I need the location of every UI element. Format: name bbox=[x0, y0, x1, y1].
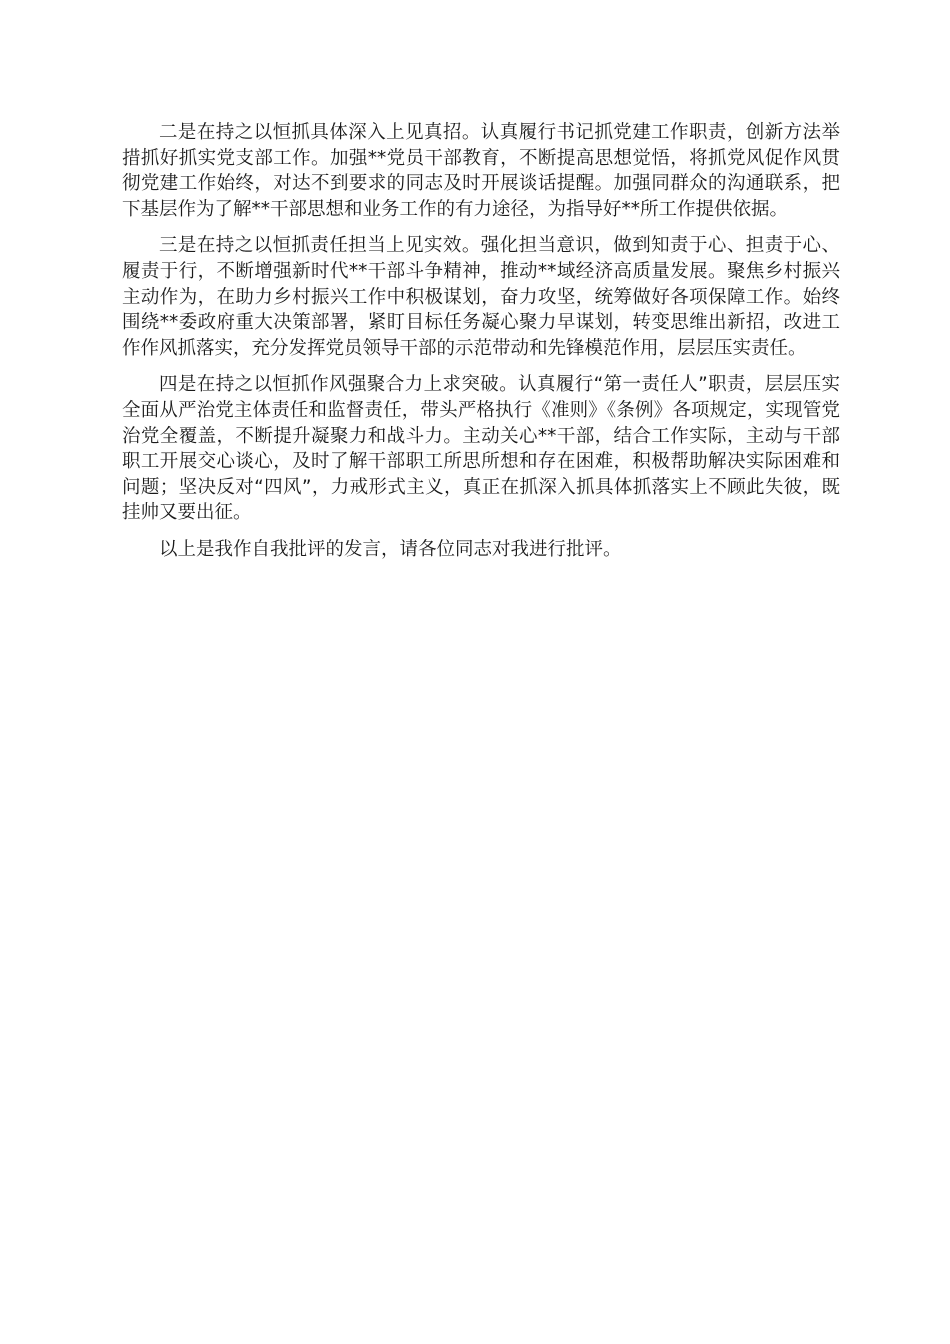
paragraph-point-four: 四是在持之以恒抓作风强聚合力上求突破。认真履行“第一责任人”职责，层层压实全面从严治党主体责任和监督责任，带头严格执行《准则》《条例》各项规定，实现管党治党全覆盖，不断提升凝聚力和战斗力。主动关心**干部，结合工作实际，主动与干部职工开展交心谈心，及时了解干部职工所思所想和存在困难，积极帮助解决实际困难和问题；坚决反对“四风”，力戒形式主义，真正在抓深入抓具体抓落实上不顾此失彼，既挂帅又要出征。 bbox=[122, 374, 840, 524]
paragraph-point-two: 二是在持之以恒抓具体深入上见真招。认真履行书记抓党建工作职责，创新方法举措抓好抓实党支部工作。加强**党员干部教育，不断提高思想觉悟，将抓党风促作风贯彻党建工作始终，对达不到要求的同志及时开展谈话提醒。加强同群众的沟通联系，把下基层作为了解**干部思想和业务工作的有力途径，为指导好**所工作提供依据。 bbox=[122, 122, 840, 220]
document-body bbox=[122, 120, 840, 574]
paragraph-closing: 以上是我作自我批评的发言，请各位同志对我进行批评。 bbox=[159, 538, 622, 560]
paragraph-point-three: 三是在持之以恒抓责任担当上见实效。强化担当意识，做到知责于心、担责于心、履责于行，不断增强新时代**干部斗争精神，推动**域经济高质量发展。聚焦乡村振兴主动作为，在助力乡村振兴工作中积极谋划，奋力攻坚，统筹做好各项保障工作。始终围绕**委政府重大决策部署，紧盯目标任务凝心聚力早谋划，转变思维出新招，改进工作作风抓落实，充分发挥党员领导干部的示范带动和先锋模范作用，层层压实责任。 bbox=[122, 235, 840, 359]
